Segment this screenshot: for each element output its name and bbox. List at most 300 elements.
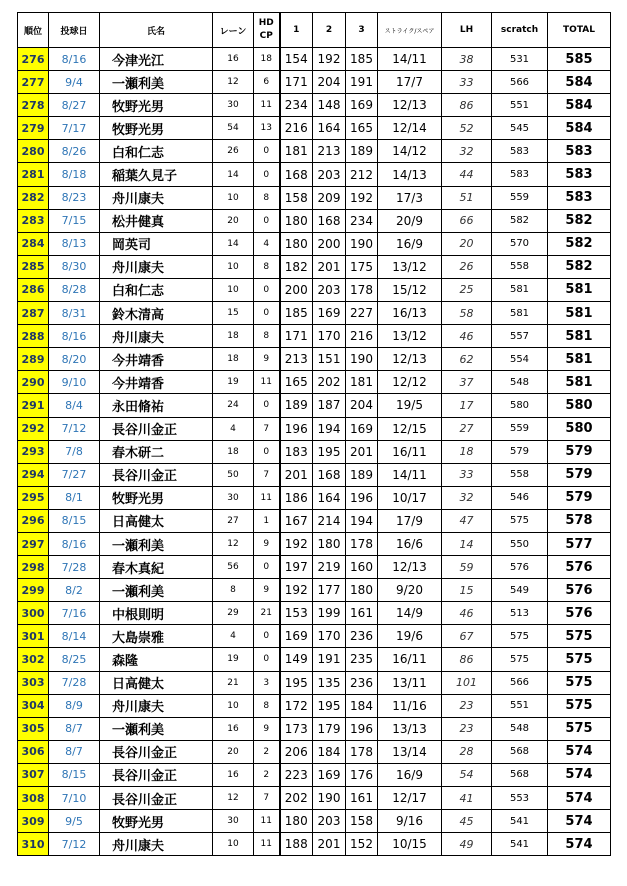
lane-cell: 29 xyxy=(213,602,254,625)
rank-cell: 276 xyxy=(18,48,49,71)
strike-spare-cell: 12/13 xyxy=(378,94,442,117)
hdcp-cell: 9 xyxy=(254,579,280,602)
hdcp-cell: 11 xyxy=(254,486,280,509)
date-cell: 7/27 xyxy=(49,463,100,486)
game1-score: 167 xyxy=(280,509,313,532)
game3-score: 180 xyxy=(346,579,378,602)
game1-score: 180 xyxy=(280,232,313,255)
lane-cell: 27 xyxy=(213,509,254,532)
date-cell: 7/12 xyxy=(49,833,100,856)
game2-score: 213 xyxy=(313,140,346,163)
game3-score: 196 xyxy=(346,486,378,509)
rank-cell: 304 xyxy=(18,694,49,717)
game1-score: 182 xyxy=(280,255,313,278)
hdcp-cell: 0 xyxy=(254,163,280,186)
strike-spare-cell: 12/13 xyxy=(378,348,442,371)
date-cell: 8/2 xyxy=(49,579,100,602)
table-row xyxy=(18,232,611,255)
header-lh: LH xyxy=(442,13,492,48)
header-game3: 3 xyxy=(346,13,378,48)
game2-score: 170 xyxy=(313,325,346,348)
scratch-cell: 548 xyxy=(492,371,548,394)
total-score: 580 xyxy=(548,417,611,440)
game2-score: 214 xyxy=(313,509,346,532)
hdcp-cell: 7 xyxy=(254,463,280,486)
strike-spare-cell: 10/15 xyxy=(378,833,442,856)
strike-spare-cell: 10/17 xyxy=(378,486,442,509)
game3-score: 192 xyxy=(346,186,378,209)
total-score: 577 xyxy=(548,532,611,555)
player-name: 大島崇雅 xyxy=(100,625,213,648)
rank-cell: 282 xyxy=(18,186,49,209)
lh-cell: 86 xyxy=(442,94,492,117)
scratch-cell: 531 xyxy=(492,48,548,71)
lane-cell: 18 xyxy=(213,440,254,463)
table-row xyxy=(18,625,611,648)
rank-cell: 305 xyxy=(18,717,49,740)
game3-score: 227 xyxy=(346,302,378,325)
game2-score: 148 xyxy=(313,94,346,117)
rank-cell: 284 xyxy=(18,232,49,255)
scratch-cell: 513 xyxy=(492,602,548,625)
game3-score: 189 xyxy=(346,140,378,163)
game2-score: 168 xyxy=(313,463,346,486)
hdcp-cell: 0 xyxy=(254,140,280,163)
strike-spare-cell: 12/15 xyxy=(378,417,442,440)
date-cell: 8/26 xyxy=(49,140,100,163)
table-row xyxy=(18,556,611,579)
player-name: 鈴木清高 xyxy=(100,302,213,325)
strike-spare-cell: 16/11 xyxy=(378,648,442,671)
header-game1: 1 xyxy=(280,13,313,48)
date-cell: 8/1 xyxy=(49,486,100,509)
rank-cell: 277 xyxy=(18,71,49,94)
date-cell: 7/8 xyxy=(49,440,100,463)
hdcp-cell: 8 xyxy=(254,325,280,348)
game3-score: 236 xyxy=(346,625,378,648)
game3-score: 158 xyxy=(346,810,378,833)
rank-cell: 293 xyxy=(18,440,49,463)
lane-cell: 19 xyxy=(213,371,254,394)
hdcp-cell: 0 xyxy=(254,394,280,417)
lh-cell: 38 xyxy=(442,48,492,71)
game1-score: 183 xyxy=(280,440,313,463)
hdcp-cell: 4 xyxy=(254,232,280,255)
strike-spare-cell: 17/7 xyxy=(378,71,442,94)
strike-spare-cell: 17/3 xyxy=(378,186,442,209)
scratch-cell: 568 xyxy=(492,763,548,786)
date-cell: 8/13 xyxy=(49,232,100,255)
hdcp-cell: 0 xyxy=(254,440,280,463)
lh-cell: 27 xyxy=(442,417,492,440)
date-cell: 8/28 xyxy=(49,278,100,301)
lh-cell: 46 xyxy=(442,325,492,348)
lh-cell: 49 xyxy=(442,833,492,856)
date-cell: 9/10 xyxy=(49,371,100,394)
game3-score: 176 xyxy=(346,763,378,786)
strike-spare-cell: 13/12 xyxy=(378,255,442,278)
scratch-cell: 576 xyxy=(492,556,548,579)
date-cell: 8/7 xyxy=(49,717,100,740)
table-row xyxy=(18,602,611,625)
scratch-cell: 559 xyxy=(492,417,548,440)
table-row xyxy=(18,278,611,301)
game2-score: 195 xyxy=(313,440,346,463)
scratch-cell: 554 xyxy=(492,348,548,371)
strike-spare-cell: 16/11 xyxy=(378,440,442,463)
scratch-cell: 566 xyxy=(492,671,548,694)
scratch-cell: 551 xyxy=(492,694,548,717)
table-row xyxy=(18,48,611,71)
player-name: 一瀬利美 xyxy=(100,579,213,602)
date-cell: 8/15 xyxy=(49,763,100,786)
game2-score: 203 xyxy=(313,810,346,833)
hdcp-cell: 2 xyxy=(254,740,280,763)
total-score: 582 xyxy=(548,232,611,255)
scratch-cell: 557 xyxy=(492,325,548,348)
player-name: 春木真紀 xyxy=(100,556,213,579)
table-row xyxy=(18,163,611,186)
table-row xyxy=(18,579,611,602)
lh-cell: 32 xyxy=(442,140,492,163)
header-strike-spare: ストライク/スペア xyxy=(378,13,442,48)
date-cell: 8/4 xyxy=(49,394,100,417)
date-cell: 7/28 xyxy=(49,556,100,579)
total-score: 583 xyxy=(548,186,611,209)
date-cell: 8/9 xyxy=(49,694,100,717)
strike-spare-cell: 14/13 xyxy=(378,163,442,186)
lane-cell: 24 xyxy=(213,394,254,417)
total-score: 581 xyxy=(548,371,611,394)
strike-spare-cell: 16/13 xyxy=(378,302,442,325)
lh-cell: 23 xyxy=(442,717,492,740)
player-name: 牧野光男 xyxy=(100,810,213,833)
lane-cell: 10 xyxy=(213,694,254,717)
rank-cell: 309 xyxy=(18,810,49,833)
game1-score: 195 xyxy=(280,671,313,694)
game3-score: 169 xyxy=(346,417,378,440)
player-name: 森隆 xyxy=(100,648,213,671)
scratch-cell: 541 xyxy=(492,810,548,833)
lane-cell: 14 xyxy=(213,232,254,255)
lh-cell: 62 xyxy=(442,348,492,371)
scratch-cell: 580 xyxy=(492,394,548,417)
rank-cell: 281 xyxy=(18,163,49,186)
date-cell: 9/5 xyxy=(49,810,100,833)
lh-cell: 37 xyxy=(442,371,492,394)
game1-score: 223 xyxy=(280,763,313,786)
strike-spare-cell: 19/6 xyxy=(378,625,442,648)
total-score: 581 xyxy=(548,302,611,325)
header-game2: 2 xyxy=(313,13,346,48)
lane-cell: 10 xyxy=(213,186,254,209)
scratch-cell: 579 xyxy=(492,440,548,463)
game1-score: 186 xyxy=(280,486,313,509)
rank-cell: 310 xyxy=(18,833,49,856)
total-score: 581 xyxy=(548,278,611,301)
strike-spare-cell: 12/17 xyxy=(378,787,442,810)
lh-cell: 58 xyxy=(442,302,492,325)
table-row xyxy=(18,486,611,509)
total-score: 581 xyxy=(548,348,611,371)
lh-cell: 25 xyxy=(442,278,492,301)
lh-cell: 26 xyxy=(442,255,492,278)
table-row xyxy=(18,209,611,232)
lane-cell: 20 xyxy=(213,209,254,232)
hdcp-cell: 21 xyxy=(254,602,280,625)
game3-score: 201 xyxy=(346,440,378,463)
total-score: 574 xyxy=(548,810,611,833)
game2-score: 180 xyxy=(313,532,346,555)
player-name: 舟川康夫 xyxy=(100,694,213,717)
strike-spare-cell: 16/9 xyxy=(378,232,442,255)
player-name: 今井靖香 xyxy=(100,371,213,394)
scratch-cell: 575 xyxy=(492,625,548,648)
rank-cell: 303 xyxy=(18,671,49,694)
header-total: TOTAL xyxy=(548,13,611,48)
total-score: 574 xyxy=(548,763,611,786)
lh-cell: 14 xyxy=(442,532,492,555)
player-name: 舟川康夫 xyxy=(100,186,213,209)
game1-score: 181 xyxy=(280,140,313,163)
player-name: 牧野光男 xyxy=(100,117,213,140)
hdcp-cell: 9 xyxy=(254,532,280,555)
game2-score: 202 xyxy=(313,371,346,394)
rank-cell: 278 xyxy=(18,94,49,117)
date-cell: 7/15 xyxy=(49,209,100,232)
game2-score: 177 xyxy=(313,579,346,602)
game3-score: 185 xyxy=(346,48,378,71)
rank-cell: 288 xyxy=(18,325,49,348)
date-cell: 8/23 xyxy=(49,186,100,209)
strike-spare-cell: 16/9 xyxy=(378,763,442,786)
game3-score: 181 xyxy=(346,371,378,394)
total-score: 575 xyxy=(548,694,611,717)
game1-score: 201 xyxy=(280,463,313,486)
date-cell: 8/20 xyxy=(49,348,100,371)
game1-score: 180 xyxy=(280,209,313,232)
game2-score: 191 xyxy=(313,648,346,671)
game2-score: 170 xyxy=(313,625,346,648)
date-cell: 9/4 xyxy=(49,71,100,94)
date-cell: 7/12 xyxy=(49,417,100,440)
lane-cell: 8 xyxy=(213,579,254,602)
game1-score: 196 xyxy=(280,417,313,440)
lane-cell: 10 xyxy=(213,833,254,856)
date-cell: 8/16 xyxy=(49,48,100,71)
game2-score: 200 xyxy=(313,232,346,255)
player-name: 一瀬利美 xyxy=(100,717,213,740)
lh-cell: 45 xyxy=(442,810,492,833)
lane-cell: 10 xyxy=(213,255,254,278)
game3-score: 194 xyxy=(346,509,378,532)
lh-cell: 18 xyxy=(442,440,492,463)
game3-score: 161 xyxy=(346,602,378,625)
game2-score: 184 xyxy=(313,740,346,763)
game2-score: 201 xyxy=(313,833,346,856)
rank-cell: 299 xyxy=(18,579,49,602)
game3-score: 234 xyxy=(346,209,378,232)
rank-cell: 294 xyxy=(18,463,49,486)
game1-score: 189 xyxy=(280,394,313,417)
table-row xyxy=(18,255,611,278)
game1-score: 192 xyxy=(280,579,313,602)
game1-score: 154 xyxy=(280,48,313,71)
scratch-cell: 549 xyxy=(492,579,548,602)
game1-score: 158 xyxy=(280,186,313,209)
game3-score: 204 xyxy=(346,394,378,417)
table-row xyxy=(18,740,611,763)
total-score: 575 xyxy=(548,625,611,648)
scratch-cell: 581 xyxy=(492,278,548,301)
table-row xyxy=(18,694,611,717)
date-cell: 7/28 xyxy=(49,671,100,694)
lane-cell: 12 xyxy=(213,71,254,94)
header-date: 投球日 xyxy=(49,13,100,48)
game2-score: 195 xyxy=(313,694,346,717)
lh-cell: 59 xyxy=(442,556,492,579)
player-name: 岡英司 xyxy=(100,232,213,255)
scratch-cell: 583 xyxy=(492,163,548,186)
game2-score: 199 xyxy=(313,602,346,625)
scratch-cell: 566 xyxy=(492,71,548,94)
lane-cell: 30 xyxy=(213,486,254,509)
rank-cell: 289 xyxy=(18,348,49,371)
player-name: 松井健真 xyxy=(100,209,213,232)
hdcp-cell: 13 xyxy=(254,117,280,140)
game3-score: 189 xyxy=(346,463,378,486)
date-cell: 8/18 xyxy=(49,163,100,186)
total-score: 576 xyxy=(548,602,611,625)
scratch-cell: 582 xyxy=(492,209,548,232)
game1-score: 168 xyxy=(280,163,313,186)
rank-cell: 307 xyxy=(18,763,49,786)
game1-score: 200 xyxy=(280,278,313,301)
table-row xyxy=(18,717,611,740)
total-score: 580 xyxy=(548,394,611,417)
hdcp-cell: 0 xyxy=(254,278,280,301)
strike-spare-cell: 20/9 xyxy=(378,209,442,232)
game1-score: 202 xyxy=(280,787,313,810)
scratch-cell: 559 xyxy=(492,186,548,209)
hdcp-cell: 11 xyxy=(254,833,280,856)
player-name: 長谷川金正 xyxy=(100,463,213,486)
total-score: 575 xyxy=(548,648,611,671)
date-cell: 7/17 xyxy=(49,117,100,140)
total-score: 579 xyxy=(548,486,611,509)
game2-score: 151 xyxy=(313,348,346,371)
game3-score: 178 xyxy=(346,278,378,301)
player-name: 長谷川金正 xyxy=(100,787,213,810)
lane-cell: 16 xyxy=(213,717,254,740)
scratch-cell: 583 xyxy=(492,140,548,163)
game3-score: 191 xyxy=(346,71,378,94)
lh-cell: 46 xyxy=(442,602,492,625)
game3-score: 190 xyxy=(346,348,378,371)
strike-spare-cell: 15/12 xyxy=(378,278,442,301)
date-cell: 7/10 xyxy=(49,787,100,810)
strike-spare-cell: 9/16 xyxy=(378,810,442,833)
header-rank: 順位 xyxy=(18,13,49,48)
scratch-cell: 548 xyxy=(492,717,548,740)
game2-score: 194 xyxy=(313,417,346,440)
lh-cell: 41 xyxy=(442,787,492,810)
player-name: 舟川康夫 xyxy=(100,325,213,348)
game3-score: 175 xyxy=(346,255,378,278)
rank-cell: 279 xyxy=(18,117,49,140)
game2-score: 168 xyxy=(313,209,346,232)
lane-cell: 16 xyxy=(213,48,254,71)
table-row xyxy=(18,648,611,671)
rank-cell: 296 xyxy=(18,509,49,532)
game1-score: 171 xyxy=(280,325,313,348)
strike-spare-cell: 12/12 xyxy=(378,371,442,394)
game2-score: 187 xyxy=(313,394,346,417)
hdcp-cell: 7 xyxy=(254,417,280,440)
player-name: 中根則明 xyxy=(100,602,213,625)
rank-cell: 285 xyxy=(18,255,49,278)
strike-spare-cell: 13/11 xyxy=(378,671,442,694)
hdcp-cell: 7 xyxy=(254,787,280,810)
strike-spare-cell: 19/5 xyxy=(378,394,442,417)
game2-score: 209 xyxy=(313,186,346,209)
rank-cell: 301 xyxy=(18,625,49,648)
game2-score: 169 xyxy=(313,763,346,786)
header-scratch: scratch xyxy=(492,13,548,48)
player-name: 白和仁志 xyxy=(100,140,213,163)
lh-cell: 67 xyxy=(442,625,492,648)
game3-score: 178 xyxy=(346,740,378,763)
table-row xyxy=(18,763,611,786)
date-cell: 8/30 xyxy=(49,255,100,278)
lane-cell: 12 xyxy=(213,532,254,555)
strike-spare-cell: 13/14 xyxy=(378,740,442,763)
total-score: 582 xyxy=(548,209,611,232)
game2-score: 219 xyxy=(313,556,346,579)
lh-cell: 33 xyxy=(442,463,492,486)
total-score: 578 xyxy=(548,509,611,532)
lane-cell: 12 xyxy=(213,787,254,810)
hdcp-cell: 0 xyxy=(254,209,280,232)
game3-score: 236 xyxy=(346,671,378,694)
game3-score: 184 xyxy=(346,694,378,717)
lh-cell: 15 xyxy=(442,579,492,602)
player-name: 長谷川金正 xyxy=(100,763,213,786)
scratch-cell: 558 xyxy=(492,255,548,278)
lane-cell: 30 xyxy=(213,810,254,833)
rank-cell: 283 xyxy=(18,209,49,232)
table-row xyxy=(18,394,611,417)
lh-cell: 20 xyxy=(442,232,492,255)
table-row xyxy=(18,371,611,394)
player-name: 日高健太 xyxy=(100,509,213,532)
total-score: 584 xyxy=(548,117,611,140)
game2-score: 203 xyxy=(313,278,346,301)
date-cell: 7/16 xyxy=(49,602,100,625)
game3-score: 212 xyxy=(346,163,378,186)
date-cell: 8/16 xyxy=(49,325,100,348)
rank-cell: 306 xyxy=(18,740,49,763)
lane-cell: 56 xyxy=(213,556,254,579)
rank-cell: 298 xyxy=(18,556,49,579)
table-row xyxy=(18,787,611,810)
total-score: 585 xyxy=(548,48,611,71)
total-score: 581 xyxy=(548,325,611,348)
strike-spare-cell: 16/6 xyxy=(378,532,442,555)
game3-score: 161 xyxy=(346,787,378,810)
ranking-table xyxy=(17,12,611,856)
game1-score: 172 xyxy=(280,694,313,717)
